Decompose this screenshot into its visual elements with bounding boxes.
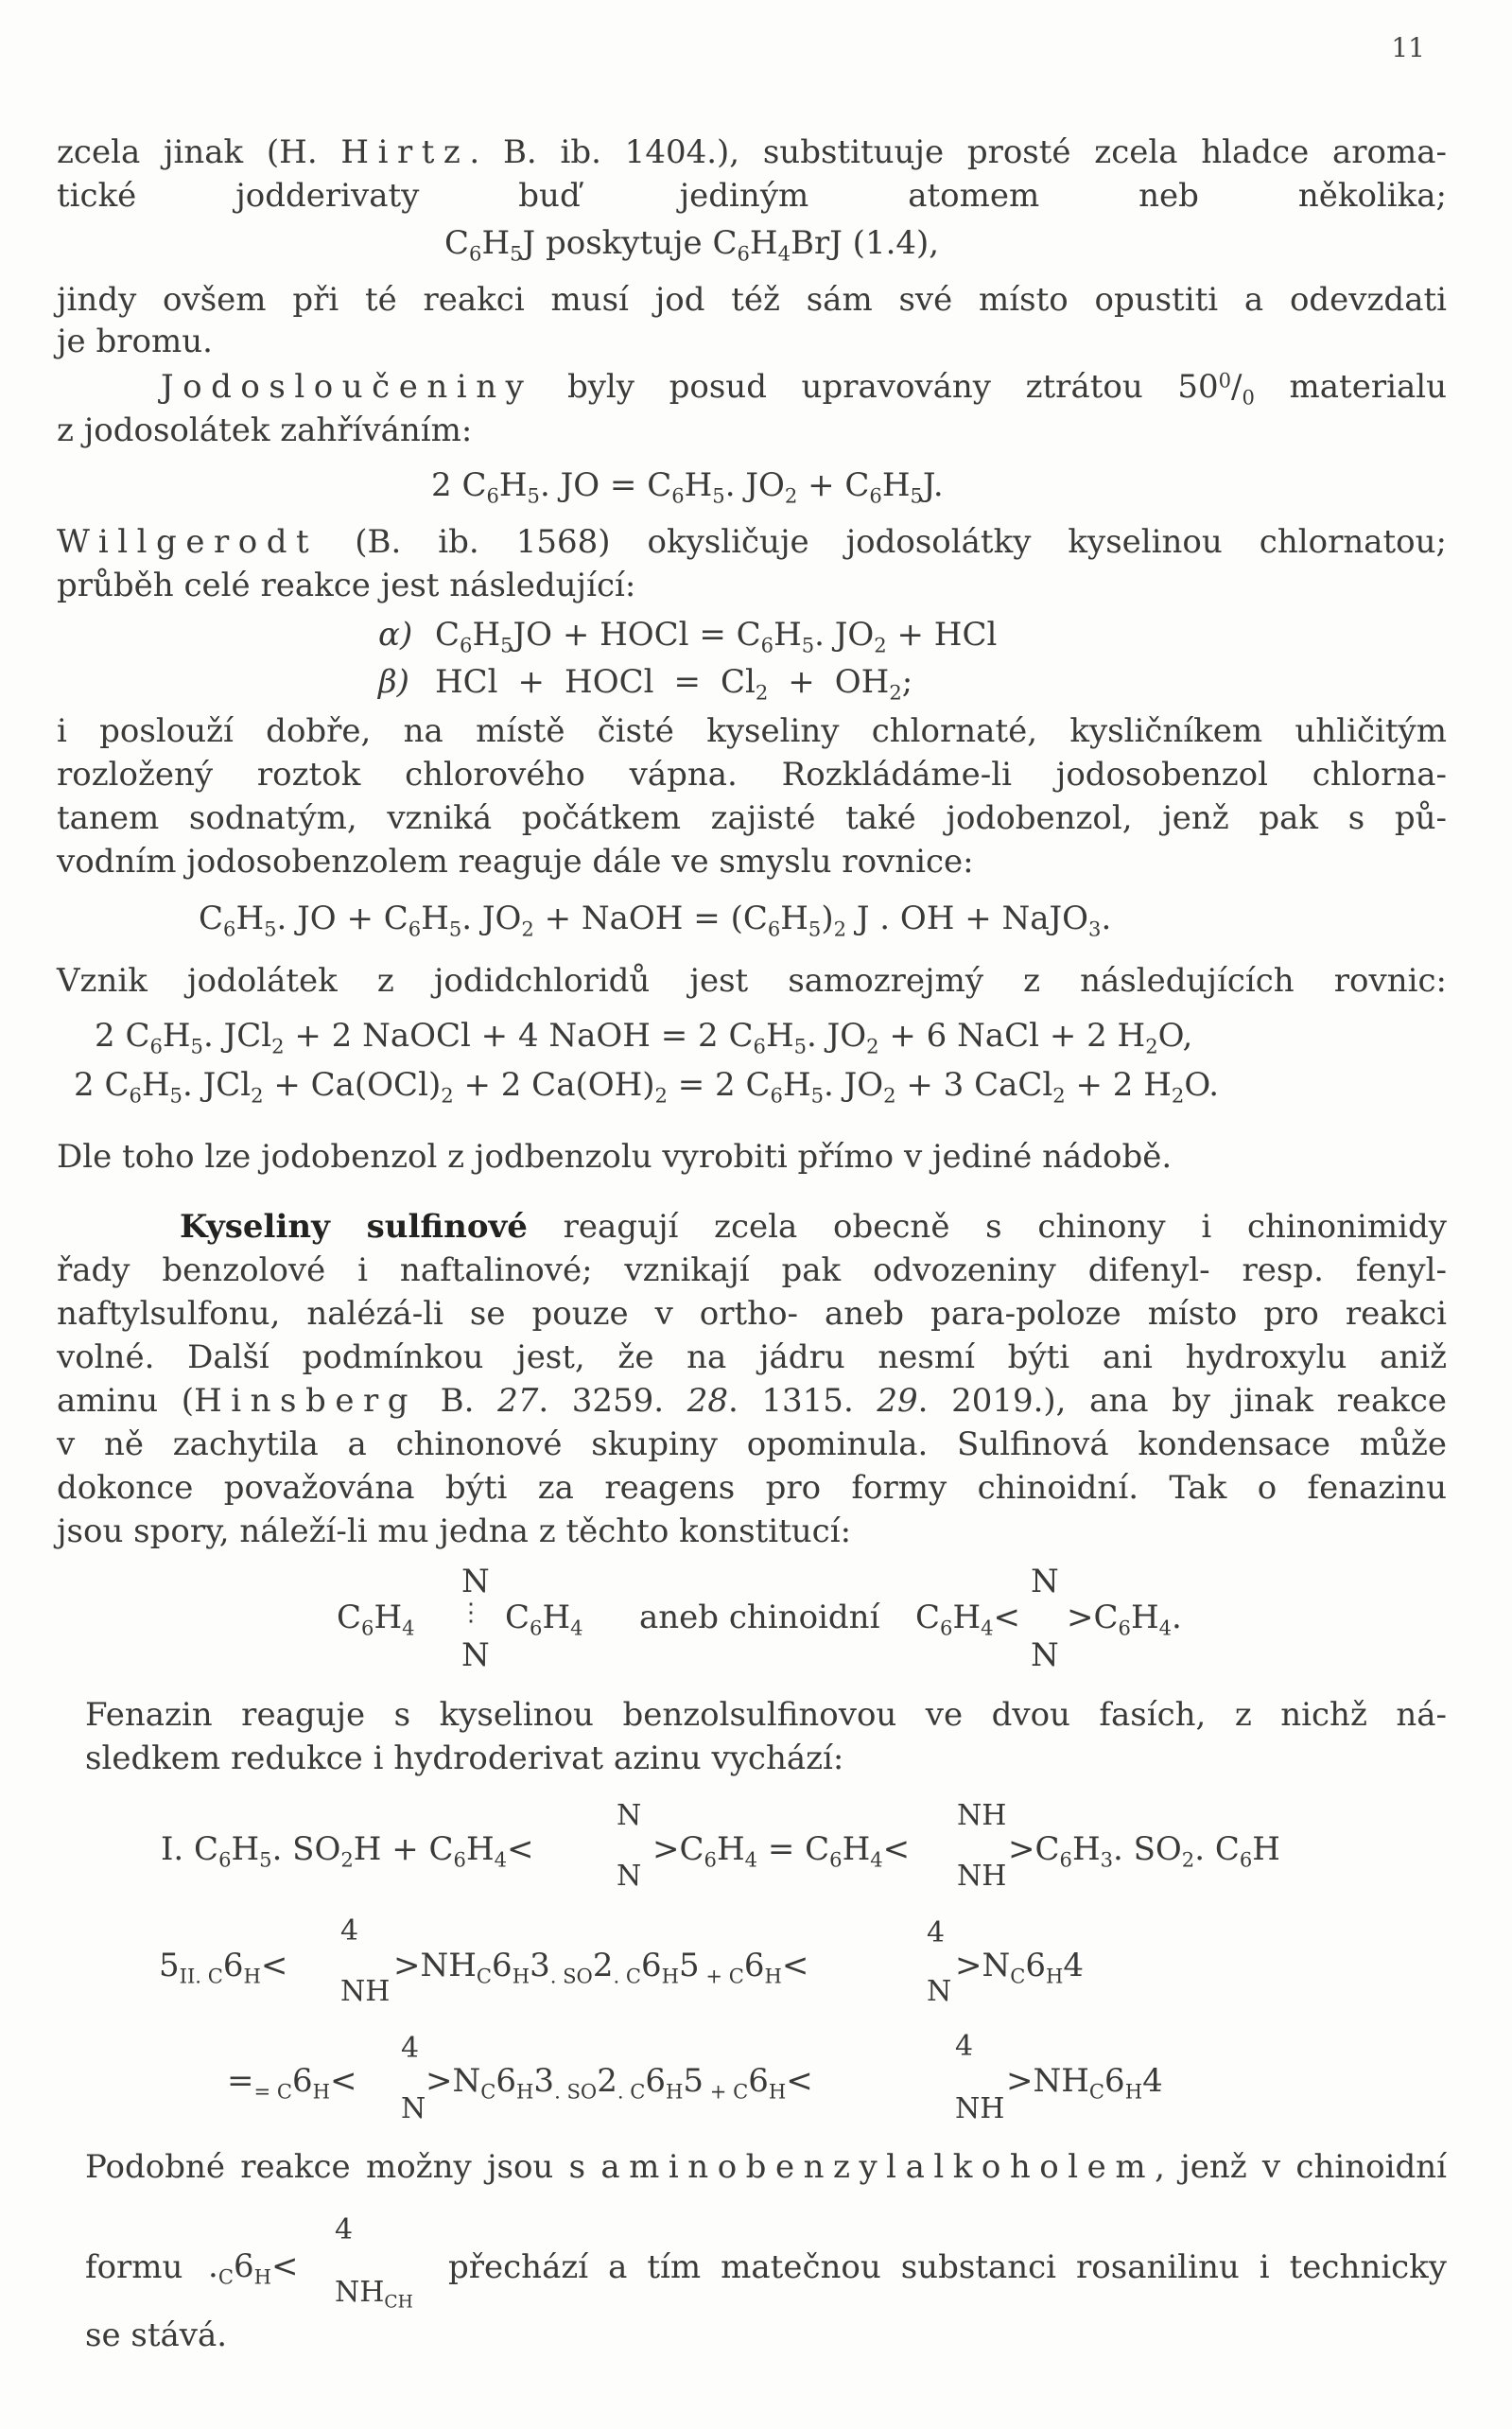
equation-label: β) [378, 663, 409, 701]
formula-line: HCl + HOCl = $Cl_2 + OH_2$; [435, 663, 913, 705]
formula-line: $C_6H_5JO$ + HOCl = $C_6H_5$. $JO_2$ + HCl [435, 616, 998, 657]
page-number: 11 [1391, 32, 1425, 63]
text-line: rozložený roztok chlorového vápna. Rozkládáme-li jodosobenzol chlorna- [57, 756, 1447, 794]
text-line: Kyseliny sulfinové reagují zcela obecně s chinony i chinonimidy [180, 1208, 1447, 1246]
text-line: vodním jodosobenzolem reaguje dále ve smyslu rovnice: [57, 843, 974, 881]
page: 11 zcela jinak (H. Hirtz. B. ib. 1404.), substituuje prosté zcela hladce aroma- tické jodderivaty buď jediným atomem neb několika; $C_6H_5J$ poskytuje $C_6H_4BrJ$ (1.4), jindy ovšem při té reakci musí jod též sám své místo opustiti a odevzdati je bromu. Jodosloučeniny byly posud upravovány ztrátou $50^0/_0$ materialu z jodosolátek zahříváním: 2 $C_6H_5$. JO = $C_6H_5$. $JO_2 + C_6H_5J$. Willgerodt (B. ib. 1568) okysličuje jodosolátky kyselinou chlornatou; průběh celé reakce jest následující: α) $C_6H_5JO$ + HOCl = $C_6H_5$. $JO_2$ + HCl β) HCl + HOCl = $Cl_2 + OH_2$; i poslouží dobře, na místě čisté kyseliny chlornaté, kysličníkem uhličitým rozložený roztok chlorového vápna. Rozkládáme-li jodosobenzol chlorna- tanem sodnatým, vzniká počátkem zajisté také jodobenzol, jenž pak s pů- vodním jodosobenzolem reaguje dále ve smyslu rovnice: $C_6H_5$. JO + $C_6H_5$. $JO_2$ + NaOH = $(C_6H_5)_2$ J . OH + NaJO$_3$. Vznik jodolátek z jodidchloridů jest samozrejmý z následujících rovnic: 2 $C_6H_5$. JCl$_2$ + 2 NaOCl + 4 NaOH = 2 $C_6H_5$. $JO_2 + 6$ NaCl + 2 $H_2O$, 2 $C_6H_5$. $JCl_2 + Ca(OCl)_2 + 2$ $Ca(OH)_2 = 2$ $C_6H_5$. $JO_2 + 3$ CaCl$_2$ + 2 $H_2O$. Dle toho lze jodobenzol z jodbenzolu vyrobiti přímo v jediné nádobě. Kyseliny sulfinové reagují zcela obecně s chinony i chinonimidy řady benzolové i naftalinové; vznikají pak odvozeniny difenyl- resp. fenyl- naftylsulfonu, nalézá-li se pouze v ortho- aneb para-poloze místo pro reakci volné. Další podmínkou jest, že na jádru nesmí býti ani hydroxylu aniž aminu (Hinsberg B. 27. 3259. 28. 1315. 29. 2019.), ana by jinak reakce v ně zachytila a chinonové skupiny opominula. Sulfinová kondensace může dokonce považována býti za reagens pro formy chinoidní. Tak o fenazinu jsou spory, náleží-li mu jedna z těchto konstitucí: N $C_6H_4$ ⋮ $C_6H_4$ N aneb chinoidní $C_6H_4<$ N N $>C_6H_4$. Fenazin reaguje s kyselinou benzolsulfinovou ve dvou fasích, z nichž ná- sledkem redukce i hydroderivat azinu vychází: I. $C_6H_5$. $SO_2H + C_6H_4<$ N N $>C_6H_4 = C_6H_4<$ NH NH $>C_6H_3$. $SO_2$. $C_6H$ $5_{II. C}6_H<$ 4 NH $>NH_C6_H3_{. SO}2_{. C}6_H5$ $_{+ C}6_H<$ 4 N $>N_C6_H4$ $=_{= C}6_H<$ 4 N $>N_C6_H3_{. SO}2_{. C}6_H5$ $_{+ C}6_H<$ 4 NH $>NH_C6_H4$ Podobné reakce možny jsou s aminobenzylalkoholem, jenž v chinoidní formu $._C6_H<$ 4 $NH_{CH}$ přechází a tím matečnou substanci rosanilinu i technicky se stává. [0, 0, 1512, 2429]
text-line: se stává. [85, 2316, 228, 2354]
text-line: zcela jinak (H. Hirtz. B. ib. 1404.), substituuje prosté zcela hladce aroma- [57, 133, 1447, 171]
formula-line: 2 $C_6H_5$. JCl$_2$ + 2 NaOCl + 4 NaOH = 2 $C_6H_5$. $JO_2 + 6$ NaCl + 2 $H_2O$, [95, 1017, 1193, 1058]
text-line: tické jodderivaty buď jediným atomem neb několika; [57, 177, 1447, 215]
text-line: aneb chinoidní [639, 1599, 880, 1636]
text-line: aminu (Hinsberg B. 27. 3259. 28. 1315. 29. 2019.), ana by jinak reakce [57, 1382, 1447, 1420]
formula-line: 2 $C_6H_5$. JO = $C_6H_5$. $JO_2 + C_6H_5J$. [431, 466, 944, 508]
formula-line: 2 $C_6H_5$. $JCl_2 + Ca(OCl)_2 + 2$ $Ca(OH)_2 = 2$ $C_6H_5$. $JO_2 + 3$ CaCl$_2$ + 2 $H_2O$. [74, 1066, 1220, 1108]
text-line: sledkem redukce i hydroderivat azinu vychází: [85, 1739, 844, 1777]
text-line: průběh celé reakce jest následující: [57, 567, 636, 604]
formula-line: $C_6H_5$. JO + $C_6H_5$. $JO_2$ + NaOH = $(C_6H_5)_2$ J . OH + NaJO$_3$. [199, 900, 1112, 941]
text-line: v ně zachytila a chinonové skupiny opominula. Sulfinová kondensace může [57, 1425, 1447, 1463]
equation-label: α) [378, 616, 413, 654]
text-line: z jodosolátek zahříváním: [57, 411, 473, 449]
text-line: přechází a tím matečnou substanci rosanilinu i technicky [448, 2248, 1447, 2286]
text-line: je bromu. [57, 323, 213, 360]
text-line: Vznik jodolátek z jodidchloridů jest samozrejmý z následujících rovnic: [57, 962, 1447, 1000]
formula-line: $C_6H_5J$ poskytuje $C_6H_4BrJ$ (1.4), [444, 224, 940, 266]
text-line: dokonce považována býti za reagens pro formy chinoidní. Tak o fenazinu [57, 1469, 1447, 1507]
text-line: řady benzolové i naftalinové; vznikají pak odvozeniny difenyl- resp. fenyl- [57, 1251, 1447, 1289]
text-line: Willgerodt (B. ib. 1568) okysličuje jodosolátky kyselinou chlornatou; [57, 523, 1447, 561]
text-line: Dle toho lze jodobenzol z jodbenzolu vyrobiti přímo v jediné nádobě. [57, 1138, 1173, 1176]
text-line: Fenazin reaguje s kyselinou benzolsulfinovou ve dvou fasích, z nichž ná- [85, 1696, 1447, 1734]
formula-aminobenzyl-quinoid: $._C6_H<$ [208, 2247, 299, 2289]
text-line: Jodosloučeniny byly posud upravovány ztrátou $50^0/_0$ materialu [161, 368, 1447, 410]
text-line: volné. Další podmínkou jest, že na jádru nesmí býti ani hydroxylu aniž [57, 1338, 1447, 1376]
text-line: naftylsulfonu, nalézá-li se pouze v ortho- aneb para-poloze místo pro reakci [57, 1295, 1447, 1333]
text-line: Podobné reakce možny jsou s aminobenzylalkoholem, jenž v chinoidní [85, 2148, 1447, 2186]
text-line: i poslouží dobře, na místě čisté kyseliny chlornaté, kysličníkem uhličitým [57, 712, 1447, 750]
text-line: jsou spory, náleží-li mu jedna z těchto konstitucí: [57, 1512, 852, 1550]
text-line: jindy ovšem při té reakci musí jod též sám své místo opustiti a odevzdati [57, 281, 1447, 319]
text-line: formu [85, 2248, 183, 2286]
text-line: tanem sodnatým, vzniká počátkem zajisté také jodobenzol, jenž pak s pů- [57, 799, 1447, 837]
